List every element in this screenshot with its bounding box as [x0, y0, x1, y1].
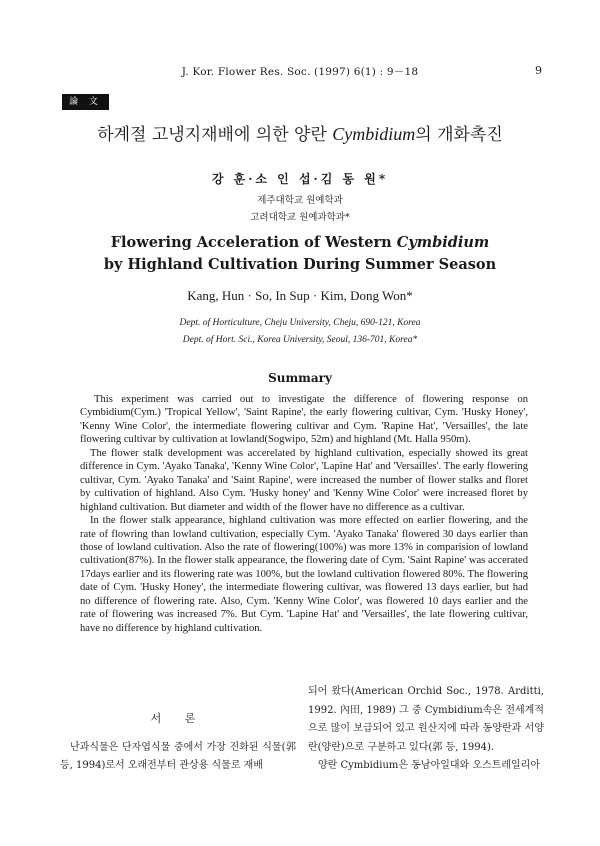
- korean-authors: 강 훈·소 인 섭·김 동 원*: [211, 172, 389, 186]
- english-affiliation-2: Dept. of Hort. Sci., Korea University, Seoul, 136-701, Korea*: [182, 335, 418, 345]
- korean-affiliation-1: 제주대학교 원예학과: [257, 195, 343, 206]
- summary-paragraph-3: In the flower stalk appearance, highland cultivation was more effected on earlier flowering, and the rate of flowring than lowland cultivation, especially Cym. 'Ayako Tanaka' flowered 30 days earlier than those of lowland cultivation. Also the rate of flowering(100%) was more 13% in comparision of lowland cultivation(87%). In the flower stalk appearance, the flowering date of Cym. 'Saint Rapine' was accerated 17days earlier and its flowering rate was 100%, but the lowland cultivation flowered 80%. The flowering date of Cym. 'Husky Honey', the intermediate flowering cultivar, was flowered 13 days earlier, but had no difference of flowering rate. Also, Cym. 'Kenny Wine Color', was flowered 10 days earlier and the rate of flowering was increased 7%. But Cym. 'Lapine Hat' and 'Versailles', the late flowering cultivar, have no difference by highland cultivation.: [80, 515, 528, 634]
- journal-citation: J. Kor. Flower Res. Soc. (1997) 6(1) : 9－18: [181, 66, 419, 78]
- intro-left-column: [60, 710, 296, 776]
- summary-paragraph-1: This experiment was carried out to investigate the difference of flowering response on Cymbidium(Cym.) 'Tropical Yellow', 'Saint Rapine', the early flowering cultivar, Cym. 'Husky Honey', 'Kenny Wine Color', the intermediate flowering cultivar and Cym. 'Rapine Hat', 'Versailles', the late flowering cultivar by cultivation at lowland(Sogwipo, 52m) and highland (Mt. Halla 950m).: [80, 394, 528, 446]
- korean-title: [0, 120, 600, 145]
- intro-right-column: [308, 683, 544, 776]
- summary-body: [80, 393, 528, 635]
- page-number: 9: [535, 64, 542, 77]
- korean-title-post: 의 개화촉진: [415, 125, 503, 145]
- article-type-label: 論 文: [62, 94, 109, 110]
- korean-title-pre: 하계절 고냉지재배에 의한 양란: [97, 125, 333, 145]
- intro-heading: 서 론: [150, 712, 206, 725]
- running-header: [0, 64, 600, 78]
- english-authors: Kang, Hun · So, In Sup · Kim, Dong Won*: [187, 288, 413, 303]
- english-title-genus: Cymbidium: [396, 234, 490, 251]
- summary-heading: Summary: [268, 371, 332, 385]
- intro-left-text: 난과식물은 단자엽식물 중에서 가장 진화된 식물(郭 등, 1994)로서 오래전부터 관상용 식물로 재배: [60, 741, 296, 771]
- intro-right-paragraph-1: 되어 왔다(American Orchid Soc., 1978. Arditti, 1992. 內田, 1989) 그 중 Cymbidium속은 전세계적으로 많이 보급되어 있고 원산지에 따라 동양란과 서양란(양란)으로 구분하고 있다(郭 등, 1994).: [308, 686, 544, 753]
- english-affiliation-1: Dept. of Horticulture, Cheju University, Cheju, 690-121, Korea: [179, 318, 421, 328]
- english-title-line1: [0, 234, 600, 251]
- korean-affiliation-2: 고려대학교 원예과학과*: [250, 212, 350, 223]
- english-title-line2: by Highland Cultivation During Summer Season: [103, 256, 497, 273]
- english-title-pre: Flowering Acceleration of Western: [110, 234, 397, 251]
- intro-right-paragraph-2: 양란 Cymbidium은 동남아일대와 오스트레일리아: [308, 760, 541, 771]
- korean-title-genus: Cymbidium: [332, 124, 416, 144]
- summary-paragraph-2: The flower stalk development was accerelated by highland cultivation, especially showed its great difference in Cym. 'Ayako Tanaka', 'Kenny Wine Color', 'Lapine Hat' and 'Versailles'. The early flowering cultivar, Cym. 'Ayako Tanaka' and 'Saint Rapine', were increased the number of flower stalks and floret by cultivation of highland. Also Cym. 'Husky honey' and 'Kenny Wine Color' were increased floret by highland cultivation. But diameter and width of the flower have no difference as a cultivar.: [80, 447, 528, 513]
